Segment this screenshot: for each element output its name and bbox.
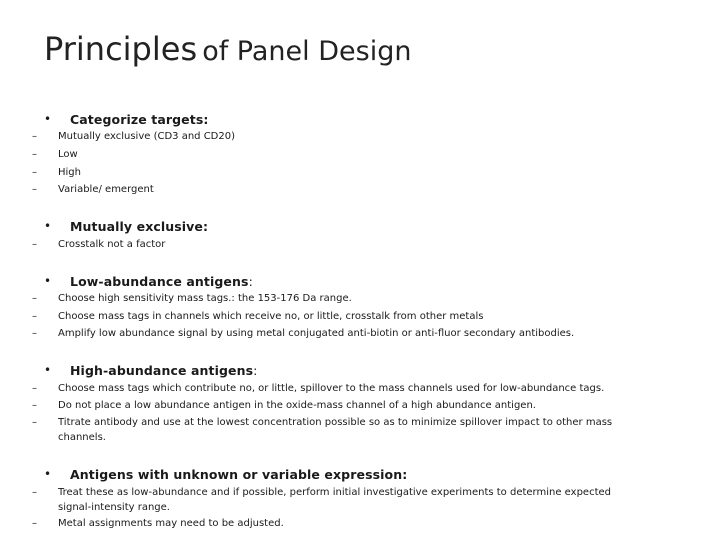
title-part-1: Principles: [44, 30, 198, 68]
bullet-marker: •: [44, 112, 52, 126]
bullet-marker: •: [44, 363, 52, 377]
bullet-marker: •: [44, 274, 52, 288]
bullet-heading: Antigens with unknown or variable expression:: [70, 467, 408, 482]
bullet-heading: Low-abundance antigens:: [70, 274, 253, 289]
slide: Principles of Panel Design • Categorize targets: – Mutually exclusive (CD3 and CD20) – Low – High – Variable/ emergent • Mutually exclusive: – Crosstalk not a factor • Low-abundance antigens: – Choose high sensitivity mass tags.: the 153-176 Da range. – Choose mass tags in channels which receive no, or little, crosstalk from other metals – Amplify low abundance signal by using metal conjugated anti-biotin or anti-fluor secondary antibodies. • High-abundance antigens: – Choose mass tags which contribute no, or little, spillover to the mass channels used for low-abundance tags. – Do not place a low abundance antigen in the oxide-mass channel of a high abundance antigen. – Titrate antibody and use at the lowest concentration possible so as to minimize spillover impact to other mass channels. • Antigens with unknown or variable expression: – Treat these as low-abundance and if possible, perform initial investigative experiments to determine expected signal-intensity range. – Metal assignments may need to be adjusted.: [32, 30, 613, 529]
bullet-marker: •: [44, 219, 52, 233]
bullet-heading: High-abundance antigens:: [70, 363, 258, 378]
slide-title: [44, 30, 411, 68]
bullet-marker: •: [44, 467, 52, 481]
title-part-2: of Panel Design: [202, 36, 412, 67]
bullet-heading: Categorize targets:: [70, 112, 209, 127]
bullet-heading: Mutually exclusive:: [70, 219, 209, 234]
